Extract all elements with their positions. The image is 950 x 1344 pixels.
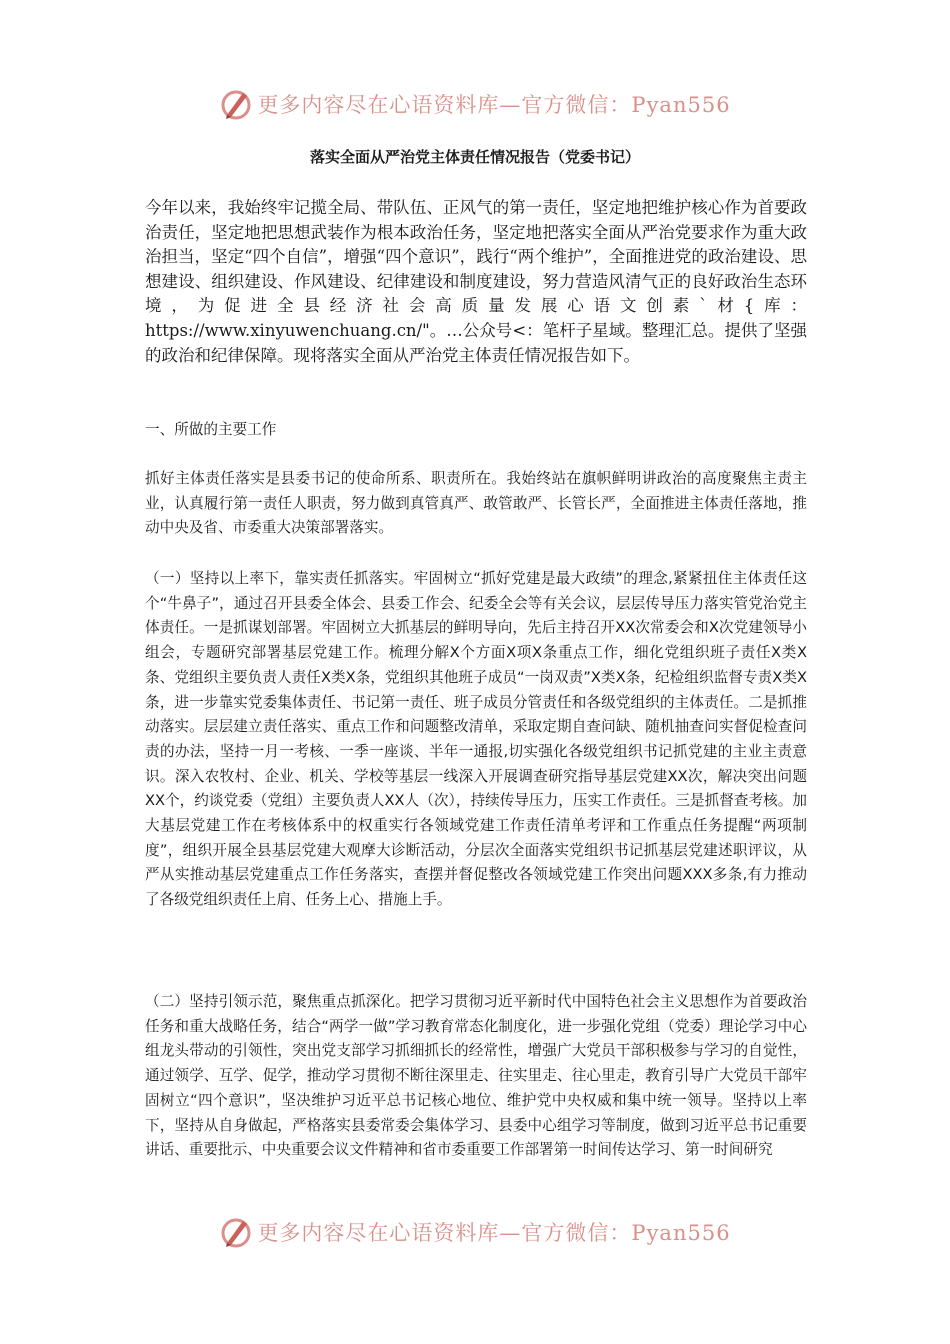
section1-heading: 一、所做的主要工作 <box>145 421 277 438</box>
document-title: 落实全面从严治党主体责任情况报告（党委书记） <box>309 148 640 166</box>
item1-paragraph <box>145 567 807 913</box>
intro-text: 今年以来，我始终牢记揽全局、带队伍、正风气的第一责任，坚定地把维护核心作为首要政治责任，坚定地把思想武装作为根本政治任务，坚定地把落实全面从严治党要求作为重大政治担当，坚定“四个自信”，增强“四个意识”，践行“两个维护”，全面推进党的政治建设、思想建设、组织建设、作风建设、纪律建设和制度建设，努力营造风清气正的良好政治生态环境，为促进全县经济社会高质量发展心语文创素`材{库：https://www.xinyuwenchuang.cn/"。…公众号<：笔杆子星域。整理汇总。提供了坚强的政治和纪律保障。现将落实全面从严治党主体责任情况报告如下。 <box>145 198 807 365</box>
banner-text: 更多内容尽在心语资料库—官方微信：Pyan556 <box>257 1221 731 1245</box>
item2-paragraph <box>145 990 807 1163</box>
section-heading <box>145 418 807 443</box>
pen-circle-logo-icon <box>219 1215 253 1249</box>
item2-text: （二）坚持引领示范，聚焦重点抓深化。把学习贯彻习近平新时代中国特色社会主义思想作为首要政治任务和重大战略任务，结合“两学一做”学习教育常态化制度化，进一步强化党组（党委）理论学习中心组龙头带动的引领性，突出党支部学习抓细抓长的经常性，增强广大党员干部积极参与学习的自觉性，通过领学、互学、促学，推动学习贯彻不断往深里走、往实里走、往心里走，教育引导广大党员干部牢固树立“四个意识”，坚决维护习近平总书记核心地位、维护党中央权威和集中统一领导。坚持以上率下，坚持从自身做起，严格落实县委常委会集体学习、县委中心组学习等制度，做到习近平总书记重要讲话、重要批示、中央重要会议文件精神和省市委重要工作部署第一时间传达学习、第一时间研究 <box>145 993 807 1159</box>
footer-banner[interactable] <box>0 1212 950 1252</box>
pen-circle-logo-icon <box>219 87 253 121</box>
item1-text: （一）坚持以上率下，靠实责任抓落实。牢固树立“抓好党建是最大政绩”的理念,紧紧扭住主体责任这个“牛鼻子”，通过召开县委全体会、县委工作会、纪委全会等有关会议，层层传导压力落实管党治党主体责任。一是抓谋划部署。牢固树立大抓基层的鲜明导向，先后主持召开XX次常委会和X次党建领导小组会，专题研究部署基层党建工作。梳理分解X个方面X项X条重点工作，细化党组织班子责任X类X条、党组织主要负责人责任X类X条，党组织其他班子成员“一岗双责”X类X条，纪检组织监督专责X类X条，进一步靠实党委集体责任、书记第一责任、班子成员分管责任和各级党组织的主体责任。二是抓推动落实。层层建立责任落实、重点工作和问题整改清单，采取定期自查问缺、随机抽查问实督促检查问责的办法，坚持一月一考核、一季一座谈、半年一通报,切实强化各级党组织书记抓党建的主业主责意识。深入农牧村、企业、机关、学校等基层一线深入开展调查研究指导基层党建XX次，解决突出问题XX个，约谈党委（党组）主要负责人XX人（次），持续传导压力，压实工作责任。三是抓督查考核。加大基层党建工作在考核体系中的权重实行各领域党建工作责任清单考评和工作重点任务提醒“两项制度”，组织开展全县基层党建大观摩大诊断活动，分层次全面落实党组织书记抓基层党建述职评议，从严从实推动基层党建重点工作任务落实，查摆并督促整改各领域党建工作突出问题XXX多条,有力推动了各级党组织责任上肩、任务上心、措施上手。 <box>145 570 807 909</box>
intro-paragraph <box>145 196 807 368</box>
section1-paragraph <box>145 467 807 541</box>
header-banner[interactable] <box>0 84 950 124</box>
banner-text: 更多内容尽在心语资料库—官方微信：Pyan556 <box>257 93 731 117</box>
section1-text: 抓好主体责任落实是县委书记的使命所系、职责所在。我始终站在旗帜鲜明讲政治的高度聚焦主责主业，认真履行第一责任人职责，努力做到真管真严、敢管敢严、长管长严，全面推进主体责任落地，推动中央及省、市委重大决策部署落实。 <box>145 470 807 537</box>
